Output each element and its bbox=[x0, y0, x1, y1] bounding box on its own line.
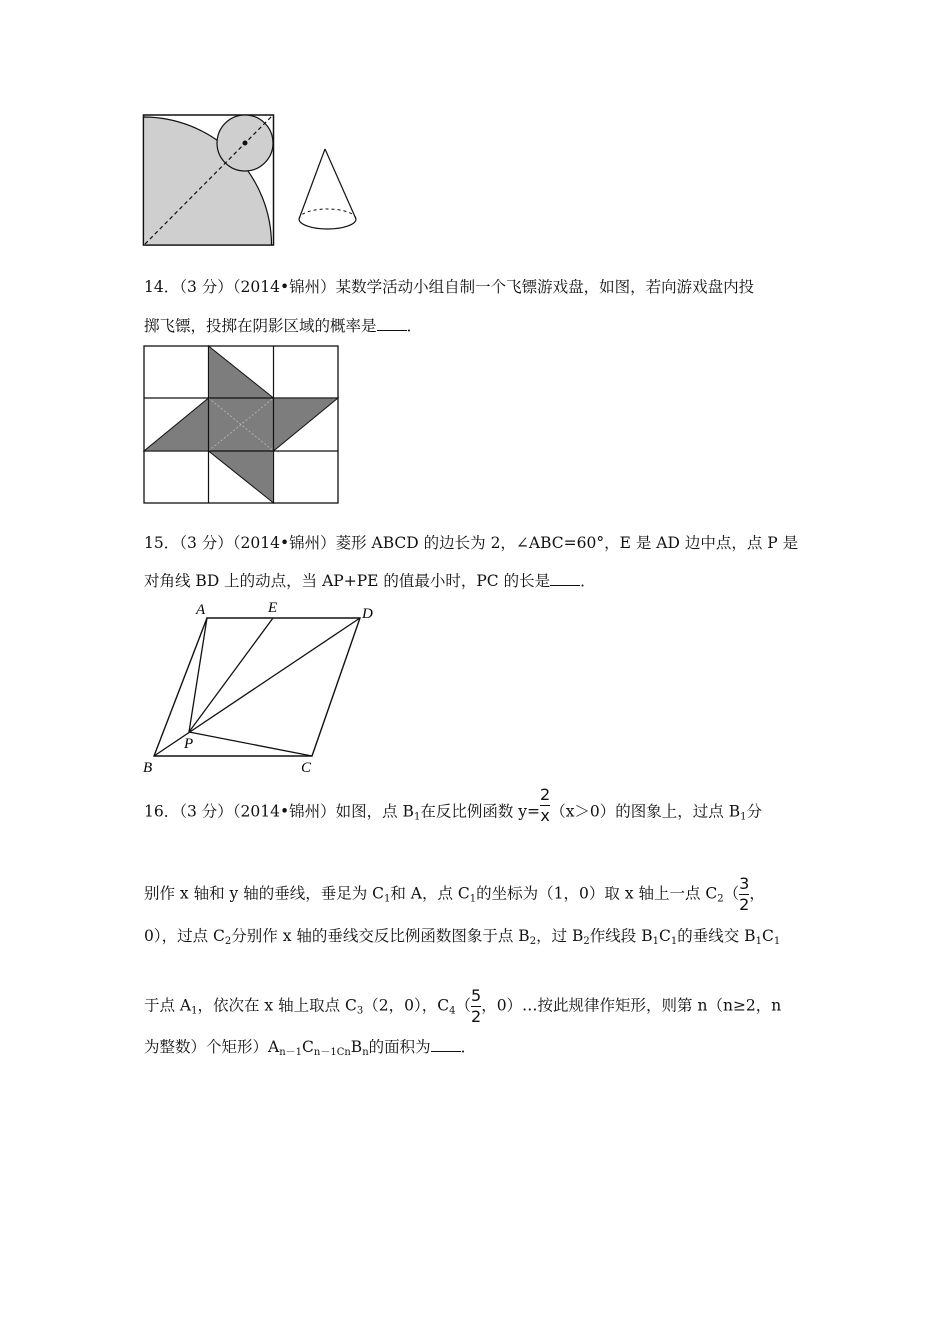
q15-line1 bbox=[144, 533, 798, 553]
q14-score: （3 分） bbox=[179, 278, 233, 296]
q16-text: 为整数）个矩形）A bbox=[144, 1038, 280, 1056]
q16-text: 的面积为 bbox=[368, 1038, 431, 1056]
subscript: 1 bbox=[773, 936, 781, 947]
q15-answer-blank bbox=[550, 571, 580, 586]
q15-text2: 对角线 BD 上的动点，当 AP+PE 的值最小时，PC 的长是 bbox=[144, 572, 551, 590]
subscript: 3 bbox=[356, 1005, 364, 1017]
subscript: 2 bbox=[224, 936, 232, 947]
q16-text: ， bbox=[749, 884, 765, 903]
label-P: P bbox=[184, 736, 194, 752]
q16-line4 bbox=[144, 987, 781, 1026]
subscript: 1 bbox=[469, 893, 477, 905]
q16-text: 如图，点 B bbox=[335, 802, 414, 821]
q14-source: （2014•锦州） bbox=[232, 278, 336, 296]
numerator: 5 bbox=[471, 986, 482, 1005]
subscript: 2 bbox=[717, 893, 724, 905]
subscript: 1 bbox=[740, 811, 747, 823]
q16-text: 分别作 x 轴的垂线交反比例函数图象于点 B bbox=[231, 927, 530, 945]
q16-text: 分 bbox=[746, 802, 762, 821]
label-E: E bbox=[268, 600, 278, 616]
fraction-5-over-2 bbox=[471, 987, 481, 1026]
q14-answer-blank bbox=[377, 316, 407, 331]
label-A: A bbox=[196, 602, 206, 618]
subscript: n bbox=[362, 1047, 369, 1058]
q16-line2 bbox=[144, 875, 765, 914]
dartboard-figure bbox=[143, 345, 340, 505]
subscript: 1 bbox=[652, 936, 659, 947]
denominator: x bbox=[540, 806, 550, 825]
q16-answer-blank bbox=[431, 1037, 461, 1052]
q14-end: ． bbox=[406, 317, 423, 335]
q16-text: 别作 x 轴和 y 轴的垂线，垂足为 C bbox=[144, 884, 384, 903]
q15-end: ． bbox=[580, 572, 596, 590]
q14-number: 14． bbox=[144, 278, 180, 296]
subscript: 2 bbox=[583, 936, 590, 947]
q16-text: ，0）…按此规律作矩形，则第 n（n≥2，n bbox=[481, 996, 782, 1015]
label-D: D bbox=[362, 606, 373, 622]
subscript: 1 bbox=[384, 893, 391, 905]
q16-text: 0），过点 C bbox=[144, 927, 225, 945]
q14-line2 bbox=[144, 316, 422, 336]
denominator: 2 bbox=[739, 895, 750, 914]
q16-line1 bbox=[144, 785, 762, 829]
q14-text2: 掷飞镖，投掷在阴影区域的概率是 bbox=[144, 317, 377, 335]
numerator: 3 bbox=[739, 874, 750, 893]
q15-line2 bbox=[144, 571, 596, 591]
q16-source: （2014•锦州） bbox=[232, 802, 336, 821]
q15-text1: 菱形 ABCD 的边长为 2，∠ABC=60°，E 是 AD 边中点，点 P 是 bbox=[335, 534, 799, 552]
rhombus-figure bbox=[140, 598, 380, 778]
subscript: 1 bbox=[413, 811, 421, 823]
subscript: 1 bbox=[191, 1005, 198, 1017]
q16-line5 bbox=[144, 1037, 476, 1063]
q16-text: C bbox=[761, 927, 774, 945]
q16-score: （3 分） bbox=[179, 802, 233, 821]
q16-text: ，过 B bbox=[536, 927, 584, 945]
denominator: 2 bbox=[471, 1007, 482, 1026]
subscript: n－1 bbox=[279, 1047, 303, 1058]
label-B: B bbox=[143, 760, 153, 776]
q16-text: B bbox=[350, 1038, 363, 1056]
q16-text: 和 A，点 C bbox=[390, 884, 470, 903]
fraction-3-over-2 bbox=[739, 875, 749, 914]
subscript: 2 bbox=[529, 936, 537, 947]
q16-text: （2，0），C bbox=[363, 996, 450, 1015]
q16-text: 作线段 B bbox=[589, 927, 653, 945]
q16-line3 bbox=[144, 926, 780, 952]
q15-number: 15． bbox=[144, 534, 180, 552]
label-C: C bbox=[301, 760, 312, 776]
subscript: 4 bbox=[449, 1005, 456, 1017]
q16-text: 的垂线交 B bbox=[677, 927, 756, 945]
q16-number: 16． bbox=[144, 802, 180, 821]
q16-text: （ bbox=[723, 884, 740, 903]
q16-text: 于点 A bbox=[144, 996, 192, 1015]
subscript: 1 bbox=[670, 936, 678, 947]
q15-score: （3 分） bbox=[179, 534, 233, 552]
subscript: 1 bbox=[755, 936, 762, 947]
q16-text: C bbox=[302, 1038, 314, 1056]
q16-text: （ bbox=[455, 996, 471, 1015]
cone-net-figure bbox=[142, 113, 362, 249]
fraction-2-over-x bbox=[540, 786, 550, 825]
q14-line1 bbox=[144, 277, 754, 297]
q16-text: 的坐标为（1，0）取 x 轴上一点 C bbox=[476, 884, 718, 903]
numerator: 2 bbox=[540, 785, 551, 804]
q16-text: 在反比例函数 y= bbox=[420, 802, 540, 821]
q16-text: ，依次在 x 轴上取点 C bbox=[197, 996, 357, 1015]
q16-end: ． bbox=[460, 1038, 477, 1056]
q16-text: （x＞0）的图象上，过点 B bbox=[550, 802, 741, 821]
q16-text: C bbox=[658, 927, 671, 945]
subscript: n－1Cn bbox=[313, 1047, 351, 1058]
q15-source: （2014•锦州） bbox=[232, 534, 336, 552]
q14-text1: 某数学活动小组自制一个飞镖游戏盘，如图，若向游戏盘内投 bbox=[335, 278, 755, 296]
